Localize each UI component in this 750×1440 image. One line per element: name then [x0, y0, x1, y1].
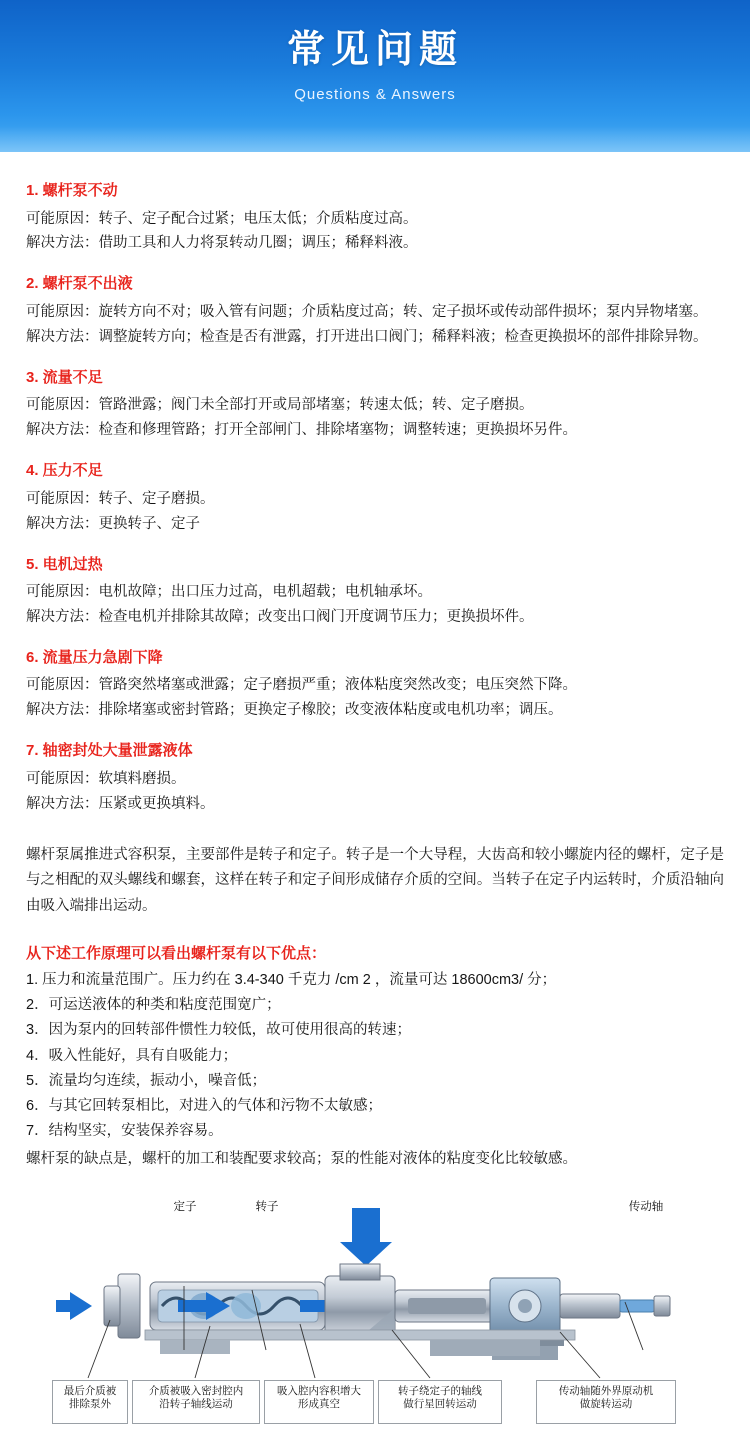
qa-cause: 可能原因：管路泄露；阀门未全部打开或局部堵塞；转速太低；转、定子磨损。 [26, 397, 534, 414]
qa-question: 2. 螺杆泵不出液 [26, 275, 133, 293]
qa-cause: 可能原因：电机故障；出口压力过高，电机超载；电机轴承坏。 [26, 584, 432, 600]
qa-item [26, 367, 724, 443]
diagram-box-shaft-rotation: 传动轴随外界原动机 做旋转运动 [536, 1380, 676, 1424]
diagram-label-rotor: 转子 [255, 1200, 279, 1213]
advantage-item: 6．与其它回转泵相比，对进入的气体和污物不太敏感； [26, 1098, 383, 1115]
qa-cause: 可能原因：旋转方向不对；吸入管有问题；介质粘度过高；转、定子损坏或传动部件损坏；泵内异物堵塞。 [26, 303, 708, 320]
page-subtitle: Questions & Answers [294, 85, 456, 103]
advantages-closing: 螺杆泵的缺点是，螺杆的加工和装配要求较高；泵的性能对液体的粘度变化比较敏感。 [26, 1150, 577, 1167]
qa-cause: 可能原因：管路突然堵塞或泄露；定子磨损严重；液体粘度突然改变；电压突然下降。 [26, 677, 577, 694]
advantage-item: 1. 压力和流量范围广。压力约在 3.4-340 千克力 /cm 2 ，流量可达 18600cm3/ 分； [26, 972, 557, 989]
qa-question: 1. 螺杆泵不动 [26, 182, 118, 199]
qa-item [26, 554, 724, 630]
diagram-box-discharge: 最后介质被 排除泵外 [52, 1380, 128, 1424]
advantage-item: 4．吸入性能好，具有自吸能力； [26, 1047, 238, 1064]
diagram-box-sealed-cavity: 介质被吸入密封腔内 沿转子轴线运动 [132, 1380, 260, 1424]
qa-question: 7. 轴密封处大量泄露液体 [26, 742, 193, 760]
advantages-title: 从下述工作原理可以看出螺杆泵有以下优点： [26, 945, 327, 963]
qa-item [26, 460, 724, 536]
qa-question: 3. 流量不足 [26, 368, 103, 386]
qa-question: 5. 电机过热 [26, 555, 103, 573]
advantage-item: 5．流量均匀连续，振动小，噪音低； [26, 1072, 267, 1089]
diagram-label-drive-shaft: 传动轴 [628, 1200, 664, 1213]
qa-solution: 解决方法：借助工具和人力将泵转动几圈；调压；稀释料液。 [26, 235, 418, 252]
qa-solution: 解决方法：检查电机并排除其故障；改变出口阀门开度调节压力；更换损坏件。 [26, 608, 534, 625]
diagram-box-planetary-motion: 转子绕定子的轴线 做行星回转运动 [378, 1380, 502, 1424]
qa-item [26, 180, 724, 256]
qa-question: 6. 流量压力急剧下降 [26, 648, 163, 666]
qa-item [26, 740, 724, 816]
page-title: 常见问题 [286, 29, 463, 71]
qa-solution: 解决方法：排除堵塞或密封管路；更换定子橡胶；改变液体粘度或电机功率；调压。 [26, 702, 563, 719]
content-area [0, 152, 750, 1172]
qa-cause: 可能原因：转子、定子配合过紧；电压太低；介质粘度过高。 [26, 210, 418, 227]
pump-diagram [0, 1190, 750, 1440]
diagram-label-stator: 定子 [173, 1200, 197, 1213]
advantage-item: 2．可运送液体的种类和粘度范围宽广； [26, 997, 281, 1014]
qa-solution: 解决方法：调整旋转方向；检查是否有泄露，打开进出口阀门；稀释料液；检查更换损坏的部件排除异物。 [26, 328, 708, 345]
description-paragraph: 螺杆泵属推进式容积泵，主要部件是转子和定子。转子是一个大导程，大齿高和较小螺旋内径的螺杆，定子是与之相配的双头螺线和螺套，这样在转子和定子间形成储存介质的空间。当转子在定子内运转时，介质沿轴向由吸入端排出运动。 [26, 846, 724, 915]
advantage-item: 3．因为泵内的回转部件惯性力较低，故可使用很高的转速； [26, 1022, 412, 1039]
page-banner [0, 0, 750, 152]
qa-solution: 解决方法：压紧或更换填料。 [26, 795, 215, 812]
qa-solution: 解决方法：更换转子、定子 [26, 515, 200, 532]
qa-solution: 解决方法：检查和修理管路；打开全部闸门、排除堵塞物；调整转速；更换损坏另件。 [26, 422, 577, 439]
qa-cause: 可能原因：转子、定子磨损。 [26, 490, 215, 507]
advantage-item: 7．结构坚实，安装保养容易。 [26, 1123, 223, 1140]
qa-item [26, 273, 724, 349]
qa-cause: 可能原因：软填料磨损。 [26, 770, 186, 787]
qa-item [26, 647, 724, 723]
diagram-box-vacuum: 吸入腔内容积增大 形成真空 [264, 1380, 374, 1424]
qa-question: 4. 压力不足 [26, 462, 103, 480]
